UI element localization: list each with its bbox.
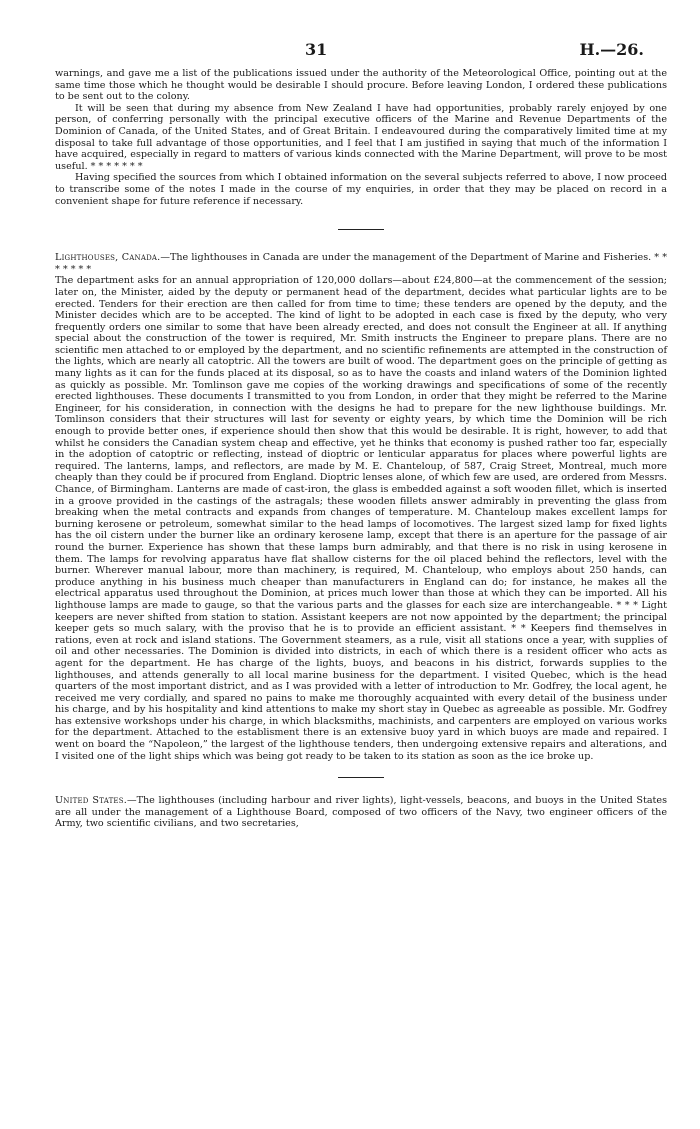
section-divider [338, 229, 384, 230]
canada-intro-text: —The lighthouses in Canada are under the management of the Department of Marine and Fisheries. * * * * * * * [55, 252, 667, 275]
paragraph-united-states [55, 795, 667, 830]
paragraph-opportunities: It will be seen that during my absence from New Zealand I have had opportunities, probably rarely enjoyed by one person, of conferring personally with the principal executive officers of the Marine and Revenue Departments of the Dominion of Canada, of the United States, and of Great Britain. I endeavoured during the comparatively limited time at my disposal to take full advantage of those opportunities, and I feel that I am justified in saying that much of the information I have acquired, especially in regard to matters of various kinds connected with the Marine Department, will prove to be most useful. * * * * * * * [55, 102, 667, 172]
paragraph-canada-body: The department asks for an annual appropriation of 120,000 dollars—about £24,800—at the commencement of the session; later on, the Minister, aided by the deputy or permanent head of the department, decides what particular lights are to be erected. Tenders for their erection are then called for from time to time; these tenders are opened by the deputy, and the Minister decides which are to be accepted. The kind of light to be adopted in each case is fixed by the deputy, who very frequently orders one similar to some that have been already erected, and does not consult the Engineer at all. If anything special about the construction of the tower is required, Mr. Smith instructs the Engineer to prepare plans. There are no scientific men attached to or employed by the department, and no scientific refinements are attempted in the construction of the lights, which are nearly all catoptric. All the towers are built of wood. The department goes on the principle of getting as many lights as it can for the funds placed at its disposal, so as to have the coasts and inland waters of the Dominion lighted as quickly as possible. Mr. Tomlinson gave me copies of the working drawings and specifications of some of the recently erected lighthouses. These documents I transmitted to you from London, in order that they might be referred to the Marine Engineer, for his consideration, in connection with the designs he had to prepare for the new lighthouse buildings. Mr. Tomlinson considers that their structures will last for seventy or eighty years, by which time the Dominion will be rich enough to provide better ones, if experience should then show that this would be desirable. It is right, however, to add that whilst he considers the Canadian system cheap and effective, yet he thinks that economy is pushed rather too far, especially in the adoption of catoptric or reflecting, instead of dioptric or lenticular apparatus for places where powerful lights are required. The lanterns, lamps, and reflectors, are made by M. E. Chanteloup, of 587, Craig Street, Montreal, much more cheaply than they could be if procured from England. Dioptric lenses alone, of which few are used, are ordered from Messrs. Chance, of Birmingham. Lanterns are made of cast-iron, the glass is embedded against a soft wooden fillet, which is inserted in a groove provided in the castings of the astragals; these wooden fillets answer admirably in preventing the glass from breaking when the metal contracts and expands from changes of temperature. M. Chanteloup makes excellent lamps for burning kerosene or petroleum, somewhat similar to the head lamps of locomotives. The largest sized lamp for fixed lights has the oil cistern under the burner like an ordinary kerosene lamp, except that there is an aperture for the passage of air round the burner. Experience has shown that these lamps burn admirably, and that there is no risk in using kerosene in them. The lamps for revolving apparatus have flat shallow cisterns for the oil placed behind the reflectors, level with the burner. Wherever manual labour, more than machinery, is required, M. Chanteloup, who employs about 250 hands, can produce anything in his business much cheaper than manufacturers in England can do; for instance, he makes all the electrical apparatus used throughout the Dominion, at prices much lower than those at which they can be imported. All his lighthouse lamps are made to gauge, so that the various parts and the glasses for each size are interchangeable. * * * Light keepers are never shifted from station to station. Assistant keepers are not now appointed by the department; the principal keeper gets so much salary, with the proviso that he is to provide an efficient assistant. * * Keepers find themselves in rations, even at rock and island stations. The Government steamers, as a rule, visit all stations once a year, with supplies of oil and other necessaries. The Dominion is divided into districts, in each of which there is a resident officer who acts as agent for the department. He has charge of the lights, buoys, and beacons in his district, forwards supplies to the lighthouses, and attends generally to all local marine business for the department. I visited Quebec, which is the head quarters of the most important district, and as I was provided with a letter of introduction to Mr. Godfrey, the local agent, he received me very cordially, and spared no pains to make me thoroughly acquainted with every detail of the business under his charge, and by his hospitality and kind attentions to make my short stay in Quebec as agreeable as possible. Mr. Godfrey has extensive workshops under his charge, in which blacksmiths, machinists, and carpenters are employed on various works for the department. Attached to the establisment there is an extensive buoy yard in which buoys are made and repaired. I went on board the “Napoleon,” the largest of the lighthouse tenders, then undergoing extensive repairs and alterations, and I visited one of the light ships which was being got ready to be taken to its station as soon as the ice broke up. [55, 275, 667, 762]
page-header [0, 40, 700, 62]
paragraph-meteorological: warnings, and gave me a list of the publications issued under the authority of the Meteorological Office, pointing out at the same time those which he thought would be desirable I should procure. Before leaving London, I ordered these publications to be sent out to the colony. [55, 68, 667, 103]
paragraph-sources: Having specified the sources from which I obtained information on the several subjects referred to above, I now proceed to transcribe some of the notes I made in the course of my enquiries, in order that they may be placed on record in a convenient shape for future reference if necessary. [55, 172, 667, 207]
page-number: 31 [305, 40, 328, 59]
section-heading-canada: Lighthouses, Canada. [55, 252, 161, 264]
united-states-text: —The lighthouses (including harbour and river lights), light-vessels, beacons, and buoys in the United States are all under the management of a Lighthouse Board, composed of two officers of the Navy, two engineer officers of the Army, two scientific civilians, and two secretaries, [55, 795, 667, 830]
section-heading-united-states: United States. [55, 795, 127, 807]
section-divider [338, 777, 384, 778]
paragraph-canada-intro [55, 252, 667, 275]
document-body [55, 68, 667, 830]
document-reference: H.—26. [579, 40, 644, 59]
